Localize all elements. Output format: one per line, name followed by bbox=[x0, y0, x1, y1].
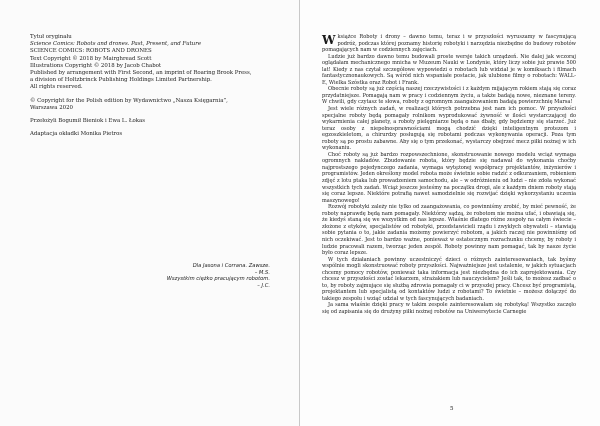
dedication-signature: – M.S. bbox=[254, 269, 270, 276]
copyright-line: SCIENCE COMICS: ROBOTS AND DRONES bbox=[30, 48, 152, 55]
foreword-text bbox=[322, 34, 576, 316]
copyright-line: All rights reserved. bbox=[30, 84, 83, 91]
cover-adaptation-line: Adaptacja okładki Monika Pietros bbox=[30, 131, 123, 138]
copyright-line: Published by arrangement with First Second, an imprint of Roaring Brook Press, bbox=[30, 70, 252, 77]
foreword-paragraph: Ludzie już bardzo dawno temu budowali proste wersje takich urządzeń. Nie dalej jak wczoraj oglądałam mechanicznego mnicha w Muzeum Nauki w Londynie, który liczy sobie już prawie 500 lat! Kiedy z nas czytał szczegółowe wypowiedzi o robotach lub widział je w komiksach i filmach fantastycznonaukowych. Są wśród nich wspaniałe postacie, jak ulubione filmy o robotach: WALL-E, Wielka Szóstka oraz Robot i Frank. bbox=[322, 53, 576, 86]
foreword-paragraph: W książce Roboty i drony – dawno temu, teraz i w przyszłości wyruszamy w fascynującą podróż, podczas której poznamy historię robotyki i narzędzia niezbędne do budowy robotów pomagających nam w codziennych zajęciach. bbox=[322, 33, 576, 54]
foreword-paragraph: Ja sama właśnie dzięki pracy w takim zespole zainteresowałam się robotyką! Wszystko zaczęło się od zapisania się do drużyny piłki nożnej robotów na Uniwersytecie Carnegie bbox=[322, 302, 576, 315]
foreword-paragraph: W tych działaniach powinny uczestniczyć dzieci o różnych zainteresowaniach, tak byśmy wspólnie mogli skonstruować roboty przyszłości. Najważniejsze jest ustalenie, w jakich sytuacjach chcemy pomocy robotów, ponieważ taka informacja jest niezbędna do ich zaprojektowania. Czy chcesz w przyszłości zostać lekarzem, strażakiem lub nauczycielem? Jeśli tak, to możesz zadbać o to, by roboty zajmujące się służbą zdrowia pomagały ci w przyszłej pracy. Chcesz być programistą, projektantem lub specjalistą od kontaktów ludzi z robotami? To świetnie – możesz dołączyć do takiego zespołu i wziąć udział w tych fascynujących badaniach. bbox=[322, 256, 576, 302]
dedication-line: Dla Jasona i Corrana. Zawsze. bbox=[192, 263, 270, 269]
polish-edition-line: © Copyright for the Polish edition by Wydawnictwo „Nasza Księgarnia”, bbox=[30, 97, 228, 104]
foreword-paragraph: Choć roboty są już bardzo rozpowszechnione, skonstruowanie nowego modelu wciąż wymaga ogromnych nakładów. Zbudowanie robota, który będzie się nadawał do wykonania choćby najprostszego pojedynczego zadania, wymaga wytężonej współpracy projektantów, inżynierów i programistów. Jeden określony model robota może świetnie sobie radzić z odkurzaniem, robieniem zdjęć z lotu ptaka lub prowadzeniem samochodu, ale – w odróżnieniu od ludzi – nie zdoła wykonać wszystkich tych zadań. Wciąż jeszcze jesteśmy na początku drogi, ale z każdym dniem roboty stają się coraz lepsze. Niektóre potrafią nawet samodzielnie się rozwijać dzięki wykorzystaniu uczenia maszynowego! bbox=[322, 151, 576, 204]
translators-line: Przełożyli Bogumił Bieniok i Ewa L. Łokas bbox=[30, 118, 146, 125]
copyright-line: Tytuł oryginału bbox=[30, 34, 72, 40]
foreword-paragraph: Jest wiele różnych zadań, w realizacji których potrzebna jest nam ich pomoc. W przyszłości specjalne roboty będą pomagały rolnikom wyprodukować żywność w ilości wystarczającej do wykarmienia całej planety, a roboty pielęgniarze będą o nas dbały, gdy będziemy się starzeć. Już teraz osoby z niepełnosprawnościami mogą chodzić dzięki inteligentnym protezom i egzoszkieletom, a chirurdzy posługują się robotami podczas wykonywania operacji. Poza tym roboty są po prostu zabawne. Aby się o tym przekonać, wystarczy obejrzeć mecz piłki nożnej w ich wykonaniu. bbox=[322, 106, 576, 152]
copyright-line: Illustrations Copyright © 2018 by Jacob Chabot bbox=[30, 62, 162, 69]
copyright-line: Science Comics: Robots and drones. Past, Present, and Future bbox=[30, 41, 202, 48]
polish-place-line: Warszawa 2020 bbox=[30, 104, 73, 111]
copyright-line: a division of Holtzbrinck Publishing Holdings Limited Partnership. bbox=[30, 77, 212, 84]
foreword-paragraph: Obecnie roboty są już częścią naszej rzeczywistości i z każdym mijającym rokiem stają się coraz przydatniejsze. Pomagają nam w pracy i codziennym życiu, a także badają nowe, nieznane tereny. W chwili, gdy czytasz te słowa, roboty z ogromnym zaangażowaniem badają powierzchnię Marsa! bbox=[322, 86, 576, 106]
copyright-block bbox=[30, 34, 269, 138]
dedication-line: Wszystkim ciężko pracującym robotom. bbox=[166, 276, 270, 283]
drop-cap: W bbox=[322, 33, 336, 47]
copyright-line: Text Copyright © 2018 by Mairghread Scott bbox=[30, 55, 152, 62]
right-page bbox=[300, 0, 600, 426]
page-number: 5 bbox=[450, 406, 454, 412]
dedication-signature: – J.C. bbox=[257, 282, 270, 289]
dedication bbox=[152, 263, 270, 289]
foreword-paragraph: Rozwój robotyki zależy nie tylko od zaangażowania, co powinniśmy zrobić, by mieć pewność, że roboty naprawdę będą nam pomagały. Niektórzy sądzą, że robotom nie można ufać, i obawiają się, że kiedyś staną się we wszystkim od nas lepsze. Właśnie dlatego różne zespoły na całym świecie – złożone z etyków, specjalistów od robotyki, przedstawicieli rządu i zwykłych obywateli – stawiają sobie pytania o to, jakie zadania możemy powierzyć robotom, a jakich raczej nie powinniśmy od nich oczekiwać. Jest to bardzo ważne, ponieważ w ostatecznym rozrachunku chcemy, by roboty i ludzie pracowali razem, tworząc jeden zespół. Roboty powinny nam pomagać, tak by nasze życie było coraz lepsze. bbox=[322, 204, 576, 257]
